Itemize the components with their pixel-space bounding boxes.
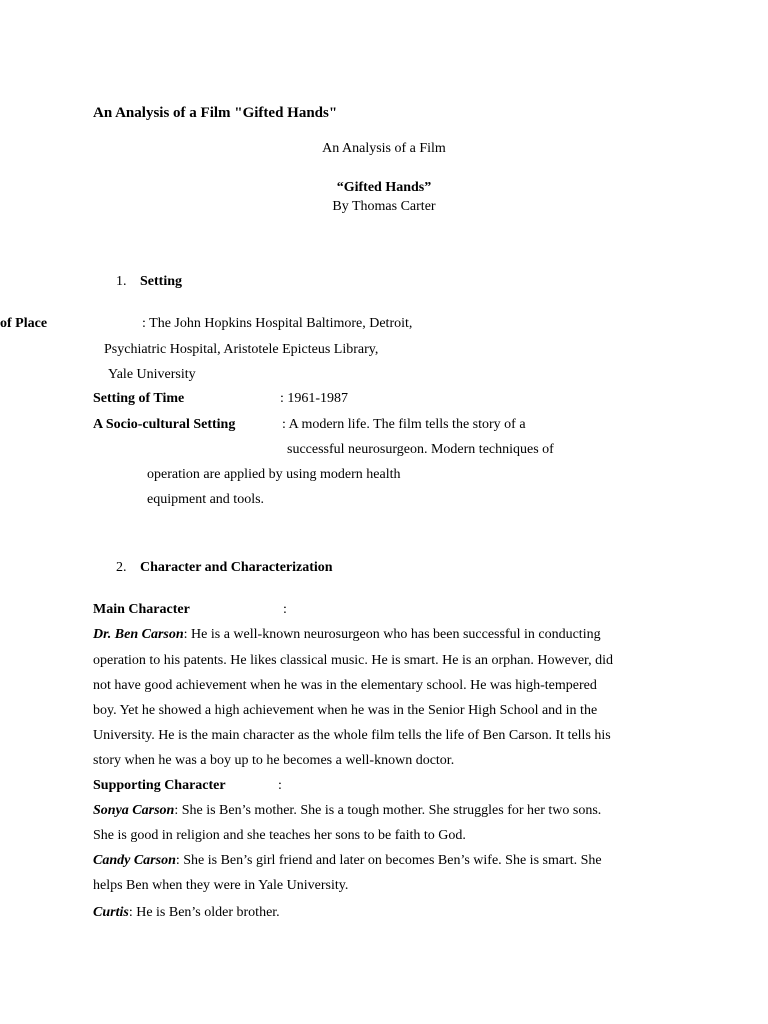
setting-place-line-1: : The John Hopkins Hospital Baltimore, Detroit, xyxy=(142,316,413,331)
ben-carson-line-2: operation to his patents. He likes classical music. He is smart. He is an orphan. However, did xyxy=(93,653,614,668)
sonya-carson-text-1: : She is Ben’s mother. She is a tough mother. She struggles for her two sons. xyxy=(174,803,602,818)
setting-place-label: of Place xyxy=(0,316,48,331)
ben-carson-text-1: : He is a well-known neurosurgeon who has been successful in conducting xyxy=(183,627,601,642)
setting-time-label: Setting of Time xyxy=(93,391,185,406)
document-title: An Analysis of a Film "Gifted Hands" xyxy=(93,105,338,121)
ben-carson-line-5: University. He is the main character as the whole film tells the life of Ben Carson. It tells his xyxy=(93,728,611,743)
setting-socio-line-1: : A modern life. The film tells the story of a xyxy=(282,417,526,432)
setting-socio-line-4: equipment and tools. xyxy=(147,492,265,507)
setting-place-line-3: Yale University xyxy=(108,367,196,382)
section-1-number: 1. xyxy=(116,274,127,289)
supporting-character-colon: : xyxy=(278,778,282,793)
setting-socio-label: A Socio-cultural Setting xyxy=(93,417,236,432)
section-1-title: Setting xyxy=(140,274,182,289)
sonya-carson-line-2: She is good in religion and she teaches her sons to be faith to God. xyxy=(93,828,466,843)
section-2-number: 2. xyxy=(116,560,127,575)
supporting-character-label: Supporting Character xyxy=(93,778,226,793)
curtis-text-1: : He is Ben’s older brother. xyxy=(128,905,280,920)
ben-carson-line-3: not have good achievement when he was in the elementary school. He was high-tempered xyxy=(93,678,597,693)
curtis-name: Curtis xyxy=(93,905,129,920)
candy-carson-name: Candy Carson xyxy=(93,853,176,868)
ben-carson-line-6: story when he was a boy up to he becomes a well-known doctor. xyxy=(93,753,455,768)
heading-author: By Thomas Carter xyxy=(332,199,436,214)
curtis-line-1 xyxy=(93,904,280,922)
ben-carson-line-4: boy. Yet he showed a high achievement when he was in the Senior High School and in the xyxy=(93,703,598,718)
setting-socio-line-3: operation are applied by using modern health xyxy=(147,467,401,482)
sonya-carson-line-1 xyxy=(93,802,601,820)
candy-carson-text-1: : She is Ben’s girl friend and later on becomes Ben’s wife. She is smart. She xyxy=(175,853,602,868)
section-2-title: Character and Characterization xyxy=(140,560,333,575)
ben-carson-line-1 xyxy=(93,626,601,644)
sonya-carson-name: Sonya Carson xyxy=(93,803,175,818)
setting-socio-line-2: successful neurosurgeon. Modern techniques of xyxy=(287,442,554,457)
main-character-colon: : xyxy=(283,602,287,617)
setting-time-value: : 1961-1987 xyxy=(280,391,349,406)
candy-carson-line-1 xyxy=(93,852,602,870)
candy-carson-line-2: helps Ben when they were in Yale University. xyxy=(93,878,349,893)
heading-film-name: “Gifted Hands” xyxy=(336,180,432,195)
heading-line-1: An Analysis of a Film xyxy=(322,141,446,156)
main-character-label: Main Character xyxy=(93,602,190,617)
ben-carson-name: Dr. Ben Carson xyxy=(93,627,184,642)
setting-place-line-2: Psychiatric Hospital, Aristotele Epicteus Library, xyxy=(104,342,379,357)
